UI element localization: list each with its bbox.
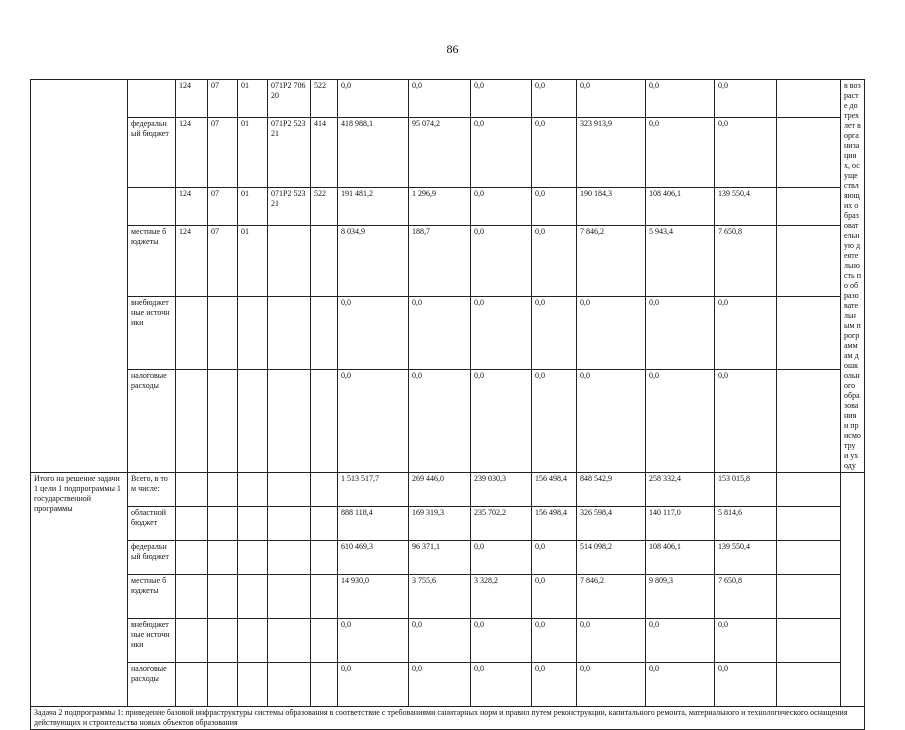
value-cell: 1 296,9: [409, 187, 471, 225]
code-cell: [176, 297, 208, 370]
funding-source-cell: областной бюджет: [128, 507, 176, 541]
value-cell: 0,0: [646, 297, 715, 370]
value-cell: 1 513 517,7: [338, 473, 409, 507]
code-cell: [238, 619, 268, 663]
code-cell: [268, 541, 311, 575]
value-cell: [777, 473, 841, 507]
code-cell: 07: [208, 80, 238, 118]
code-cell: [176, 473, 208, 507]
value-cell: 0,0: [338, 80, 409, 118]
value-cell: 0,0: [409, 369, 471, 472]
value-cell: 0,0: [577, 369, 646, 472]
value-cell: 9 809,3: [646, 575, 715, 619]
code-cell: [268, 473, 311, 507]
code-cell: [268, 507, 311, 541]
value-cell: 0,0: [532, 187, 577, 225]
value-cell: 139 550,4: [715, 541, 777, 575]
value-cell: 153 015,8: [715, 473, 777, 507]
code-cell: 01: [238, 225, 268, 296]
code-cell: [311, 619, 338, 663]
code-cell: 01: [238, 187, 268, 225]
code-cell: [238, 663, 268, 707]
value-cell: 0,0: [577, 297, 646, 370]
value-cell: 0,0: [532, 575, 577, 619]
value-cell: 0,0: [646, 663, 715, 707]
value-cell: 0,0: [715, 297, 777, 370]
code-cell: [268, 225, 311, 296]
code-cell: 07: [208, 225, 238, 296]
code-cell: [238, 575, 268, 619]
value-cell: 7 846,2: [577, 575, 646, 619]
funding-source-cell: внебюджетные источники: [128, 619, 176, 663]
code-cell: [208, 507, 238, 541]
value-cell: [777, 187, 841, 225]
program-label-cell: [31, 80, 128, 473]
code-cell: 07: [208, 187, 238, 225]
value-cell: 0,0: [532, 369, 577, 472]
value-cell: 258 332,4: [646, 473, 715, 507]
code-cell: [208, 541, 238, 575]
value-cell: 139 550,4: [715, 187, 777, 225]
code-cell: [238, 473, 268, 507]
code-cell: 522: [311, 187, 338, 225]
value-cell: 0,0: [471, 187, 532, 225]
table-row: [31, 575, 865, 619]
code-cell: 522: [311, 80, 338, 118]
table-row: [31, 225, 865, 296]
value-cell: 0,0: [409, 663, 471, 707]
value-cell: 0,0: [715, 619, 777, 663]
code-cell: [311, 575, 338, 619]
total-label-cell: Итого на решение задачи 1 цели 1 подпрограммы 1 государственной программы: [31, 473, 128, 707]
code-cell: 01: [238, 118, 268, 188]
value-cell: 0,0: [646, 118, 715, 188]
code-cell: [208, 473, 238, 507]
value-cell: 0,0: [471, 118, 532, 188]
table-row: [31, 707, 865, 730]
value-cell: 888 118,4: [338, 507, 409, 541]
value-cell: [777, 575, 841, 619]
code-cell: 124: [176, 225, 208, 296]
table-row: [31, 663, 865, 707]
code-cell: 071P2 52321: [268, 118, 311, 188]
budget-table: [30, 79, 865, 730]
code-cell: [238, 541, 268, 575]
funding-source-cell: налоговые расходы: [128, 663, 176, 707]
value-cell: 0,0: [532, 118, 577, 188]
value-cell: 14 930,0: [338, 575, 409, 619]
code-cell: [311, 297, 338, 370]
funding-source-cell: федеральный бюджет: [128, 118, 176, 188]
value-cell: [777, 225, 841, 296]
value-cell: 0,0: [532, 541, 577, 575]
code-cell: [208, 663, 238, 707]
value-cell: 190 184,3: [577, 187, 646, 225]
funding-source-cell: внебюджетные источники: [128, 297, 176, 370]
code-cell: [268, 297, 311, 370]
value-cell: 0,0: [409, 80, 471, 118]
value-cell: 323 913,9: [577, 118, 646, 188]
code-cell: [176, 541, 208, 575]
code-cell: [268, 575, 311, 619]
funding-source-cell: местные бюджеты: [128, 575, 176, 619]
code-cell: [208, 619, 238, 663]
value-cell: 7 650,8: [715, 575, 777, 619]
value-cell: 326 598,4: [577, 507, 646, 541]
code-cell: [176, 369, 208, 472]
code-cell: [311, 541, 338, 575]
value-cell: [777, 663, 841, 707]
code-cell: [311, 369, 338, 472]
value-cell: 0,0: [471, 663, 532, 707]
value-cell: 0,0: [646, 619, 715, 663]
value-cell: 3 328,2: [471, 575, 532, 619]
value-cell: 0,0: [532, 297, 577, 370]
code-cell: [268, 619, 311, 663]
code-cell: 071P2 70620: [268, 80, 311, 118]
value-cell: 95 074,2: [409, 118, 471, 188]
value-cell: 269 446,0: [409, 473, 471, 507]
value-cell: 8 034,9: [338, 225, 409, 296]
code-cell: [238, 369, 268, 472]
value-cell: 0,0: [471, 225, 532, 296]
result-text-cell: в возрасте до трех лет в организациях, осуществляющих образовательную деятельность по образовательным программам дошкольного образования и присмотру и уходу: [841, 80, 865, 473]
task-2-header: Задача 2 подпрограммы 1: приведение базовой инфраструктуры системы образования в соответствие с требованиями санитарных норм и правил путем реконструкции, капитального ремонта, материального и технологического оснащения действующих и строительства новых объектов образования: [31, 707, 865, 730]
value-cell: 7 846,2: [577, 225, 646, 296]
value-cell: 0,0: [338, 619, 409, 663]
value-cell: [777, 619, 841, 663]
code-cell: 124: [176, 80, 208, 118]
funding-source-cell: местные бюджеты: [128, 225, 176, 296]
value-cell: [777, 369, 841, 472]
value-cell: 188,7: [409, 225, 471, 296]
value-cell: 418 988,1: [338, 118, 409, 188]
table-row: [31, 297, 865, 370]
value-cell: 0,0: [646, 369, 715, 472]
value-cell: 0,0: [715, 663, 777, 707]
value-cell: 0,0: [338, 369, 409, 472]
value-cell: 0,0: [471, 619, 532, 663]
funding-source-cell: [128, 187, 176, 225]
value-cell: [777, 541, 841, 575]
value-cell: 0,0: [409, 297, 471, 370]
code-cell: 124: [176, 118, 208, 188]
table-row: [31, 507, 865, 541]
value-cell: 610 469,3: [338, 541, 409, 575]
page-number: 86: [446, 42, 459, 56]
value-cell: 0,0: [715, 80, 777, 118]
table-row: [31, 187, 865, 225]
value-cell: 235 702,2: [471, 507, 532, 541]
code-cell: 124: [176, 187, 208, 225]
value-cell: 0,0: [471, 369, 532, 472]
code-cell: 01: [238, 80, 268, 118]
code-cell: [208, 369, 238, 472]
funding-source-cell: федеральный бюджет: [128, 541, 176, 575]
code-cell: 071P2 52321: [268, 187, 311, 225]
code-cell: 414: [311, 118, 338, 188]
value-cell: 0,0: [577, 619, 646, 663]
value-cell: 0,0: [532, 225, 577, 296]
table-row: [31, 118, 865, 188]
value-cell: 0,0: [409, 619, 471, 663]
value-cell: 0,0: [471, 297, 532, 370]
value-cell: 0,0: [577, 80, 646, 118]
code-cell: [311, 473, 338, 507]
funding-source-cell: Всего, в том числе:: [128, 473, 176, 507]
code-cell: [176, 507, 208, 541]
value-cell: 0,0: [532, 80, 577, 118]
value-cell: 514 098,2: [577, 541, 646, 575]
table-row: [31, 369, 865, 472]
value-cell: 0,0: [471, 80, 532, 118]
table-row: [31, 541, 865, 575]
code-cell: [311, 663, 338, 707]
value-cell: 156 498,4: [532, 473, 577, 507]
funding-source-cell: [128, 80, 176, 118]
code-cell: [311, 225, 338, 296]
value-cell: 0,0: [338, 663, 409, 707]
value-cell: 191 481,2: [338, 187, 409, 225]
code-cell: [176, 663, 208, 707]
value-cell: [777, 507, 841, 541]
code-cell: [208, 575, 238, 619]
code-cell: [268, 663, 311, 707]
value-cell: 0,0: [532, 619, 577, 663]
funding-source-cell: налоговые расходы: [128, 369, 176, 472]
table-body: [31, 80, 865, 730]
value-cell: [777, 80, 841, 118]
code-cell: [176, 619, 208, 663]
code-cell: [311, 507, 338, 541]
value-cell: 239 030,3: [471, 473, 532, 507]
code-cell: [268, 369, 311, 472]
value-cell: 5 814,6: [715, 507, 777, 541]
value-cell: 0,0: [532, 663, 577, 707]
value-cell: [777, 118, 841, 188]
value-cell: 169 319,3: [409, 507, 471, 541]
table-row: [31, 619, 865, 663]
value-cell: 0,0: [715, 118, 777, 188]
table-row: [31, 80, 865, 118]
table-row: [31, 473, 865, 507]
value-cell: 7 650,8: [715, 225, 777, 296]
value-cell: 96 371,1: [409, 541, 471, 575]
value-cell: 156 498,4: [532, 507, 577, 541]
value-cell: 5 943,4: [646, 225, 715, 296]
value-cell: 0,0: [338, 297, 409, 370]
code-cell: [176, 575, 208, 619]
value-cell: 848 542,9: [577, 473, 646, 507]
value-cell: 140 117,0: [646, 507, 715, 541]
value-cell: [777, 297, 841, 370]
code-cell: 07: [208, 118, 238, 188]
value-cell: 0,0: [577, 663, 646, 707]
result-empty-cell: [841, 473, 865, 707]
value-cell: 108 406,1: [646, 187, 715, 225]
value-cell: 0,0: [646, 80, 715, 118]
code-cell: [238, 297, 268, 370]
code-cell: [238, 507, 268, 541]
value-cell: 0,0: [471, 541, 532, 575]
value-cell: 0,0: [715, 369, 777, 472]
value-cell: 3 755,6: [409, 575, 471, 619]
value-cell: 108 406,1: [646, 541, 715, 575]
code-cell: [208, 297, 238, 370]
